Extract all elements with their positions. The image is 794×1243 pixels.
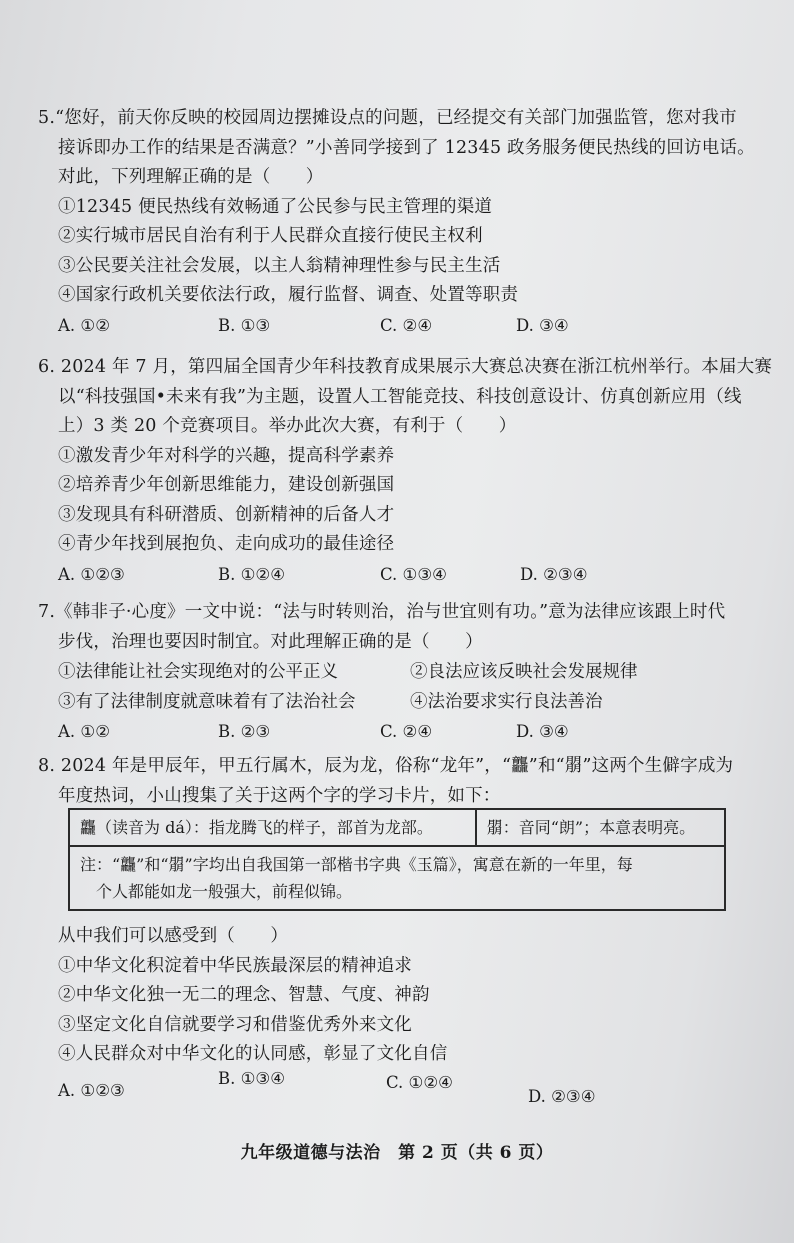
- q7-option-c[interactable]: C. ②④: [380, 722, 433, 741]
- q6-stem-line: 以“科技强国•未来有我”为主题，设置人工智能竞技、科技创意设计、仿真创新应用（线: [58, 386, 742, 407]
- q7-statement: ④法治要求实行良法善治: [410, 692, 603, 712]
- q5-option-c[interactable]: C. ②④: [380, 315, 433, 335]
- q6-statement: ④青少年找到展抱负、走向成功的最佳途径: [58, 534, 395, 554]
- q7-option-b[interactable]: B. ②③: [218, 722, 271, 741]
- q8-option-a[interactable]: A. ①②③: [58, 1080, 125, 1100]
- q5-statement: ①12345 便民热线有效畅通了公民参与民主管理的渠道: [58, 196, 493, 217]
- q6-stem-line: 上）3 类 20 个竞赛项目。举办此次大赛，有利于（ ）: [58, 416, 517, 436]
- q7-option-d[interactable]: D. ③④: [516, 722, 569, 741]
- question-5: [38, 104, 758, 340]
- question-7: [38, 598, 758, 747]
- q7-statement: ①法律能让社会实现绝对的公平正义: [58, 662, 338, 682]
- card-note: [69, 846, 725, 910]
- q8-options: [38, 1070, 758, 1104]
- card-right: 朤：音同“朗”；本意表明亮。: [476, 809, 725, 846]
- q6-option-a[interactable]: A. ①②③: [58, 564, 125, 584]
- q8-stem-line: 8. 2024 年是甲辰年，甲五行属木，辰为龙，俗称“龙年”，“龘”和“朤”这两个生僻字成为: [38, 756, 734, 776]
- q5-statement: ②实行城市居民自治有利于人民群众直接行使民主权利: [58, 226, 483, 246]
- question-8: [38, 752, 758, 811]
- q8-statement: ④人民群众对中华文化的认同感，彰显了文化自信: [58, 1044, 448, 1064]
- q5-option-d[interactable]: D. ③④: [516, 315, 569, 335]
- q6-stem-line: 6. 2024 年 7 月，第四届全国青少年科技教育成果展示大赛总决赛在浙江杭州举行。本届大赛: [38, 357, 773, 377]
- q8-stem-line: 年度热词，小山搜集了关于这两个字的学习卡片，如下：: [58, 785, 501, 806]
- card-note-line: 个人都能如龙一般强大，前程似锦。: [96, 882, 353, 901]
- q5-stem-line: 对此，下列理解正确的是（ ）: [58, 167, 324, 187]
- q8-option-c[interactable]: C. ①②④: [386, 1072, 453, 1092]
- q5-statement: ④国家行政机关要依法行政，履行监督、调查、处置等职责: [58, 285, 519, 305]
- q8-option-d[interactable]: D. ②③④: [528, 1086, 596, 1106]
- page-footer: 九年级道德与法治 第 2 页（共 6 页）: [240, 1143, 554, 1163]
- q7-stem-line: 7.《韩非子·心度》一文中说：“法与时转则治，治与世宜则有功。”意为法律应该跟上时代: [38, 602, 726, 622]
- q7-statement: ③有了法律制度就意味着有了法治社会: [58, 692, 356, 712]
- q6-option-c[interactable]: C. ①③④: [380, 564, 447, 584]
- q5-stem-line: 5.“您好，前天你反映的校园周边摆摊设点的问题，已经提交有关部门加强监管，您对我市: [38, 108, 737, 128]
- question-8-continued: [38, 922, 758, 1104]
- q7-statement: ②良法应该反映社会发展规律: [410, 662, 638, 682]
- q8-stem-line: 从中我们可以感受到（ ）: [58, 926, 289, 946]
- card-left: 龘（读音为 dá）：指龙腾飞的样子，部首为龙部。: [69, 809, 476, 846]
- q8-statement: ①中华文化积淀着中华民族最深层的精神追求: [58, 955, 412, 976]
- q7-option-a[interactable]: A. ①②: [58, 722, 110, 741]
- q8-option-b[interactable]: B. ①③④: [218, 1068, 285, 1088]
- study-card-table: [68, 808, 726, 911]
- q6-statement: ③发现具有科研潜质、创新精神的后备人才: [58, 504, 395, 525]
- q5-stem-line: 接诉即办工作的结果是否满意？”小善同学接到了 12345 政务服务便民热线的回访电话。: [58, 137, 755, 158]
- q5-option-b[interactable]: B. ①③: [218, 315, 271, 335]
- card-note-line: 注：“龘”和“朤”字均出自我国第一部楷书字典《玉篇》，寓意在新的一年里，每: [80, 855, 633, 874]
- q5-statement: ③公民要关注社会发展，以主人翁精神理性参与民主生活: [58, 255, 501, 276]
- q5-option-a[interactable]: A. ①②: [58, 315, 110, 335]
- question-6: [38, 353, 773, 589]
- q8-statement: ②中华文化独一无二的理念、智慧、气度、神韵: [58, 985, 430, 1005]
- q5-options: [38, 311, 758, 341]
- q7-stem-line: 步伐，治理也要因时制宜。对此理解正确的是（ ）: [58, 631, 483, 652]
- q6-statement: ②培养青少年创新思维能力，建设创新强国: [58, 475, 395, 495]
- q6-options: [38, 560, 758, 590]
- q7-statement-row: [38, 687, 758, 717]
- q6-option-b[interactable]: B. ①②④: [218, 564, 285, 584]
- q7-options: [38, 717, 758, 747]
- q7-statement-row: [38, 657, 758, 687]
- q6-option-d[interactable]: D. ②③④: [520, 564, 588, 584]
- q8-statement: ③坚定文化自信就要学习和借鉴优秀外来文化: [58, 1014, 412, 1035]
- q6-statement: ①激发青少年对科学的兴趣，提高科学素养: [58, 445, 395, 466]
